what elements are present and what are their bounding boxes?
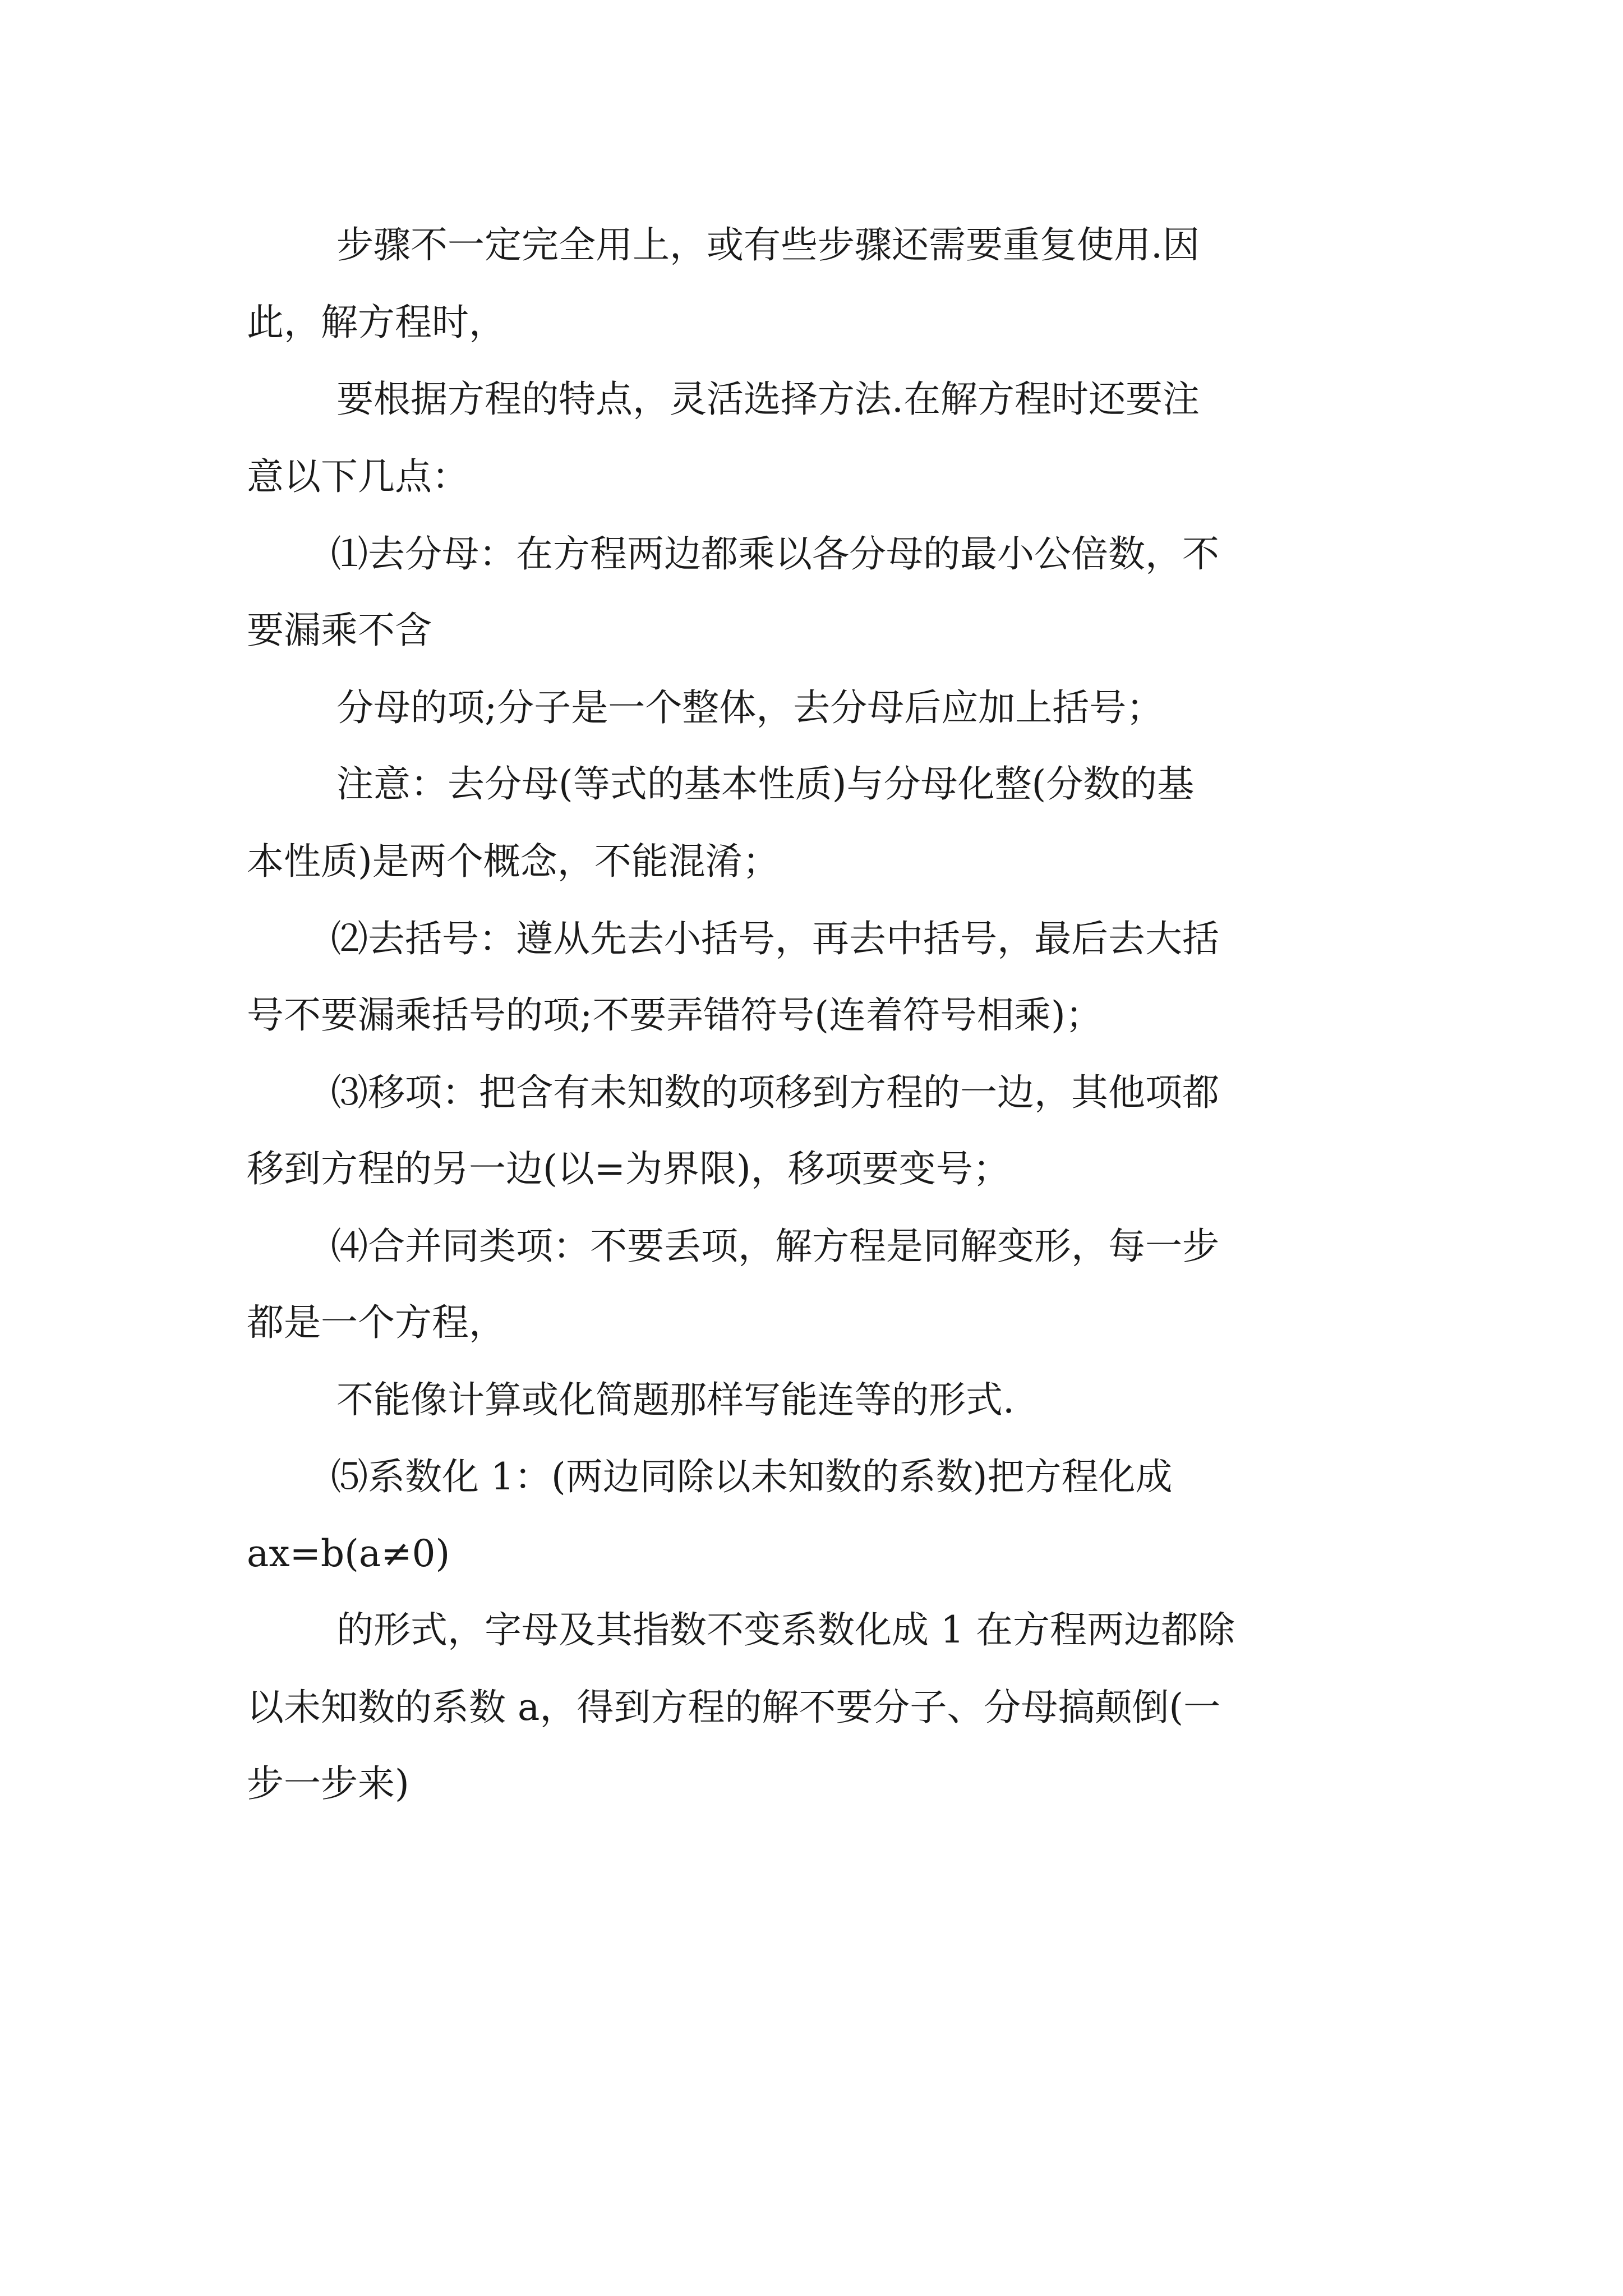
text-line: ⑷合并同类项：不要丢项，解方程是同解变形，每一步 — [331, 1225, 1219, 1268]
text-line: 都是一个方程， — [247, 1301, 506, 1344]
text-line: 号不要漏乘括号的项;不要弄错符号(连着符号相乘)； — [247, 993, 1103, 1037]
text-line: 注意：去分母(等式的基本性质)与分母化整(分数的基 — [336, 762, 1195, 806]
text-line: ⑶移项：把含有未知数的项移到方程的一边，其他项都 — [331, 1071, 1219, 1114]
text-line: ⑴去分母：在方程两边都乘以各分母的最小公倍数，不 — [331, 532, 1219, 576]
text-line: 的形式，字母及其指数不变系数化成 1 在方程两边都除 — [336, 1608, 1235, 1651]
text-line: 移到方程的另一边(以=为界限)，移项要变号； — [247, 1147, 1010, 1190]
text-line: 本性质)是两个概念，不能混淆； — [247, 840, 780, 883]
text-line: 意以下几点： — [247, 455, 469, 498]
text-line: 不能像计算或化简题那样写能连等的形式. — [336, 1378, 1015, 1421]
text-line: ax=b(a≠0) — [247, 1532, 450, 1575]
text-line: 以未知数的系数 a，得到方程的解不要分子、分母搞颠倒(一 — [247, 1686, 1221, 1729]
text-line: 步一步来) — [247, 1762, 409, 1805]
text-line: ⑸系数化 1：(两边同除以未知数的系数)把方程化成 — [331, 1455, 1173, 1498]
text-line: 此，解方程时， — [247, 301, 506, 344]
text-line: 分母的项;分子是一个整体，去分母后应加上括号； — [336, 686, 1164, 729]
text-line: 要漏乘不含 — [247, 609, 432, 652]
text-line: 步骤不一定完全用上，或有些步骤还需要重复使用.因 — [336, 223, 1200, 266]
text-line: 要根据方程的特点，灵活选择方法.在解方程时还要注 — [336, 378, 1200, 421]
text-line: ⑵去括号：遵从先去小括号，再去中括号，最后去大括 — [331, 917, 1219, 960]
